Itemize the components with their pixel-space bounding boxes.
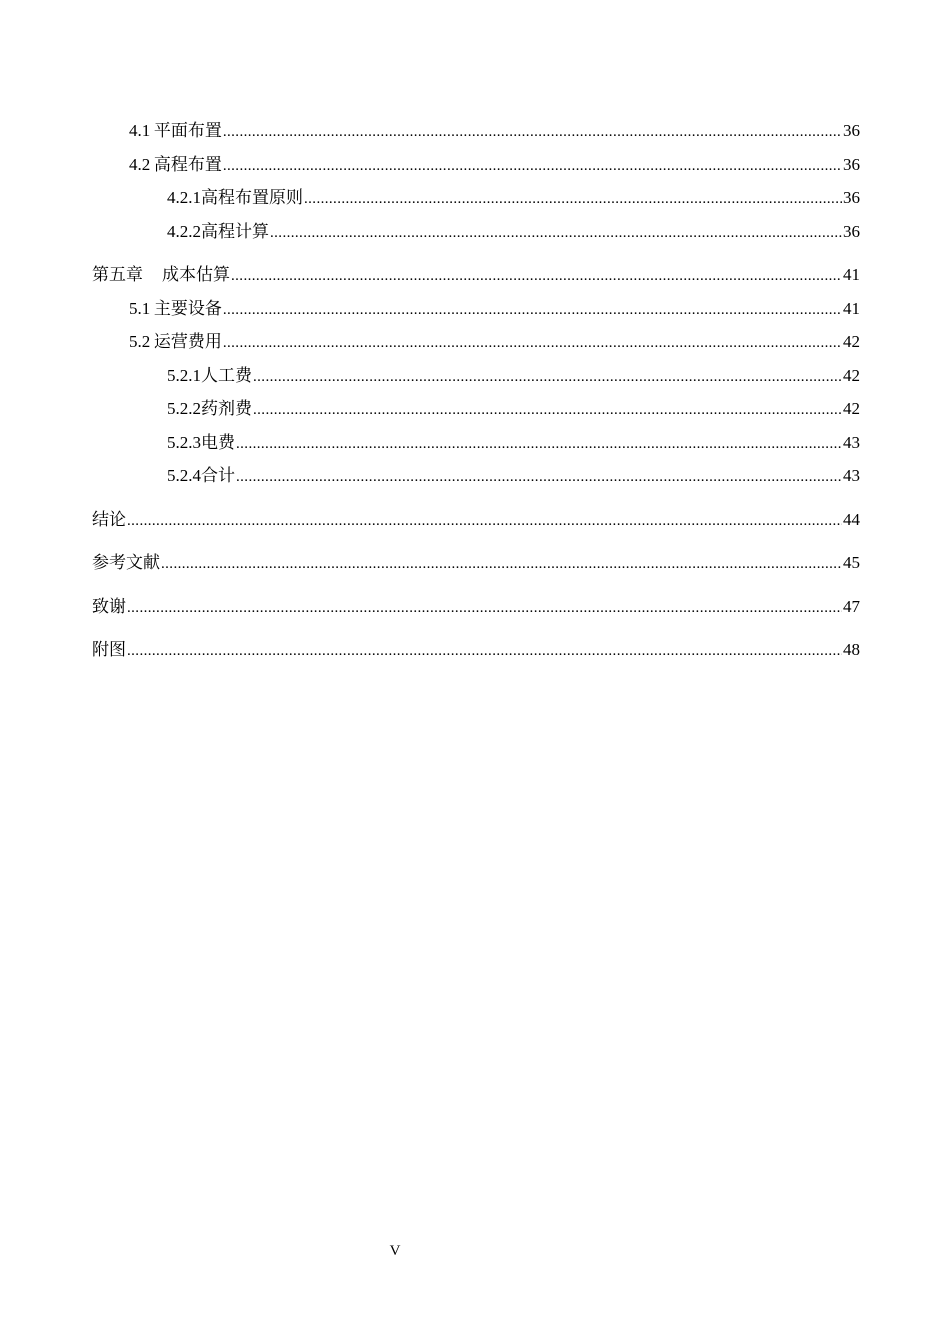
toc-entry-acknowledgements[interactable] <box>92 591 860 625</box>
dot-leader <box>236 462 842 494</box>
toc-entry-title: 成本估算 <box>162 265 230 285</box>
toc-entry-number: 4.2.1 <box>167 188 201 207</box>
toc-entry-4-2-1[interactable] <box>92 182 860 216</box>
toc-entry-5-2-4[interactable] <box>92 460 860 494</box>
toc-entry-title: 参考文献 <box>92 553 160 573</box>
toc-entry-title: 结论 <box>92 509 126 530</box>
toc-entry-title: 运营费用 <box>153 332 222 351</box>
dot-leader <box>223 151 842 183</box>
toc-entry-4-2-2[interactable] <box>92 216 860 250</box>
toc-entry-page: 36 <box>843 121 860 140</box>
toc-entry-number: 5.2.3 <box>167 432 201 452</box>
toc-entry-page: 43 <box>843 432 860 452</box>
toc-entry-page: 47 <box>843 596 860 616</box>
toc-entry-page: 43 <box>843 466 860 485</box>
toc-entry-title: 高程计算 <box>201 221 269 241</box>
dot-leader <box>161 549 842 581</box>
toc-entry-4-2[interactable] <box>92 149 860 183</box>
toc-entry-number: 5.2 <box>129 332 151 351</box>
toc-entry-page: 36 <box>843 188 860 207</box>
dot-leader <box>127 506 842 538</box>
toc-entry-5-2[interactable] <box>92 326 860 360</box>
toc-entry-number: 5.2.4 <box>167 466 201 485</box>
toc-entry-chapter-5[interactable] <box>92 259 860 293</box>
toc-entry-title: 高程布置原则 <box>201 188 303 207</box>
toc-entry-number: 第五章 <box>92 265 143 285</box>
toc-entry-title: 电费 <box>201 432 235 452</box>
dot-leader <box>231 261 842 293</box>
toc-entry-5-2-2[interactable] <box>92 393 860 427</box>
toc-entry-number: 5.2.2 <box>167 399 201 418</box>
dot-leader <box>253 362 842 394</box>
toc-entry-number: 4.2 <box>129 154 151 174</box>
toc-entry-page: 42 <box>843 332 860 351</box>
toc-entry-page: 36 <box>843 221 860 241</box>
dot-leader <box>127 636 842 668</box>
toc-entry-title: 高程布置 <box>153 154 222 174</box>
toc-entry-page: 41 <box>843 298 860 318</box>
table-of-contents <box>92 115 860 668</box>
toc-entry-title: 附图 <box>92 640 126 660</box>
toc-entry-number: 4.2.2 <box>167 221 201 241</box>
toc-entry-page: 44 <box>843 509 860 529</box>
toc-entry-title: 药剂费 <box>201 399 252 418</box>
toc-entry-references[interactable] <box>92 547 860 581</box>
toc-entry-page: 42 <box>843 399 860 418</box>
toc-entry-number: 4.1 <box>129 121 151 140</box>
toc-entry-appendix-figures[interactable] <box>92 634 860 668</box>
dot-leader <box>253 395 842 427</box>
toc-entry-title: 人工费 <box>201 365 252 385</box>
toc-entry-page: 41 <box>843 265 860 284</box>
toc-entry-4-1[interactable] <box>92 115 860 149</box>
toc-entry-5-2-1[interactable] <box>92 360 860 394</box>
toc-entry-page: 48 <box>843 640 860 659</box>
toc-entry-number: 5.1 <box>129 298 151 318</box>
toc-entry-5-1[interactable] <box>92 293 860 327</box>
toc-entry-page: 36 <box>843 154 860 174</box>
dot-leader <box>223 328 842 360</box>
toc-entry-5-2-3[interactable] <box>92 427 860 461</box>
page-number-footer: V <box>389 1243 401 1259</box>
dot-leader <box>223 295 842 327</box>
toc-entry-conclusion[interactable] <box>92 504 860 538</box>
dot-leader <box>223 117 842 149</box>
dot-leader <box>236 429 842 461</box>
toc-entry-title: 主要设备 <box>153 298 222 318</box>
toc-entry-page: 42 <box>843 365 860 385</box>
dot-leader <box>270 218 842 250</box>
toc-entry-number: 5.2.1 <box>167 365 201 385</box>
toc-entry-title: 致谢 <box>92 596 126 617</box>
dot-leader <box>127 593 842 625</box>
toc-entry-page: 45 <box>843 553 860 572</box>
toc-entry-title: 合计 <box>201 466 235 485</box>
dot-leader <box>304 184 842 216</box>
toc-entry-title: 平面布置 <box>153 121 222 140</box>
